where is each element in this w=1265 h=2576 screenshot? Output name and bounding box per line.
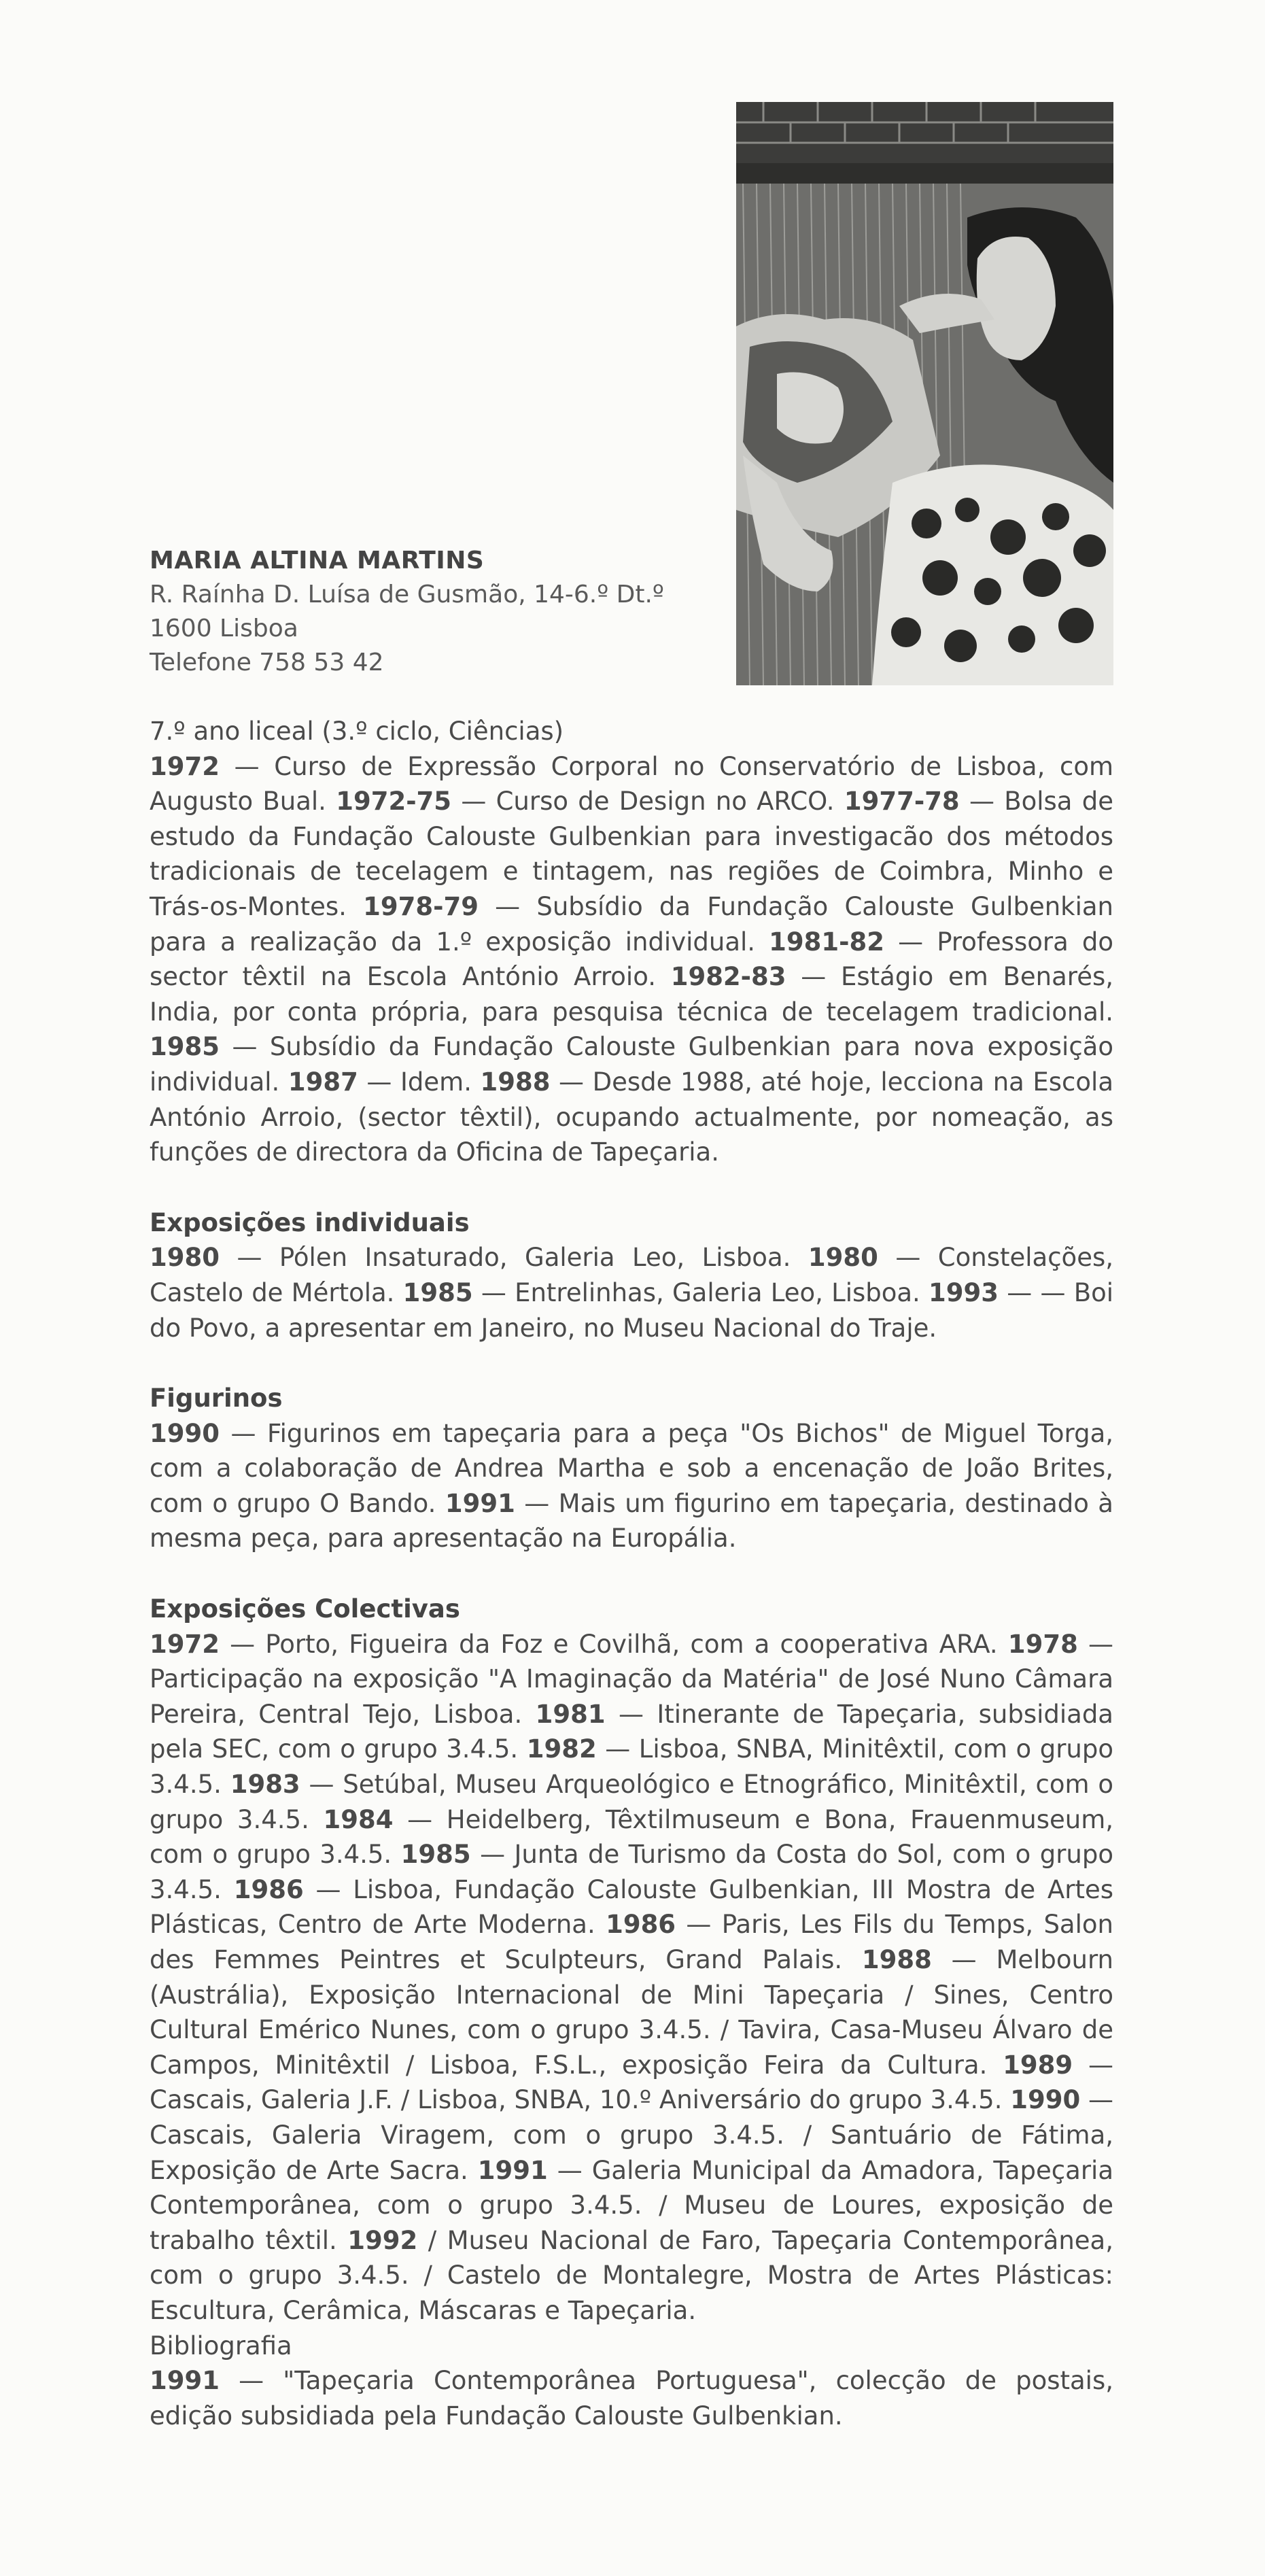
address-line: R. Raínha D. Luísa de Gusmão, 14-6.º Dt.º bbox=[150, 581, 664, 608]
postal-line: 1600 Lisboa bbox=[150, 615, 298, 642]
entry-year: 1981-82 bbox=[769, 927, 884, 957]
education-text: 7.º ano liceal (3.º ciclo, Ciências) bbox=[150, 717, 564, 746]
entry-text: — Cascais, Galeria J.F. / Lisboa, SNBA, 10.º Aniversário do grupo 3.4.5. bbox=[150, 2050, 1113, 2115]
entry-text: / Museu Nacional de Faro, Tapeçaria Contemporânea, com o grupo 3.4.5. / Castelo de Montalegre, Mostra de Artes Plásticas: Escultura, Cerâmica, Máscaras e Tapeçaria. bbox=[150, 2225, 1113, 2325]
entry-text: — Melbourn (Austrália), Exposição Internacional de Mini Tapeçaria / Sines, Centro Cultural Emérico Nunes, com o grupo 3.4.5. / Tavira, Casa-Museu Álvaro de Campos, Minitêxtil / Lisboa, F.S.L., exposição Feira da Cultura. bbox=[150, 1945, 1114, 2080]
education-line bbox=[150, 714, 1113, 749]
entry-text: — Figurinos em tapeçaria para a peça "Os Bichos" de Miguel Torga, com a colaboração de Andrea Martha e sob a encenação de João Brites, com o grupo O Bando. bbox=[150, 1418, 1113, 1518]
entry-year: 1993 bbox=[929, 1277, 999, 1307]
entry-text: — Subsídio da Fundação Calouste Gulbenkian para a realização da 1.º exposição individual. bbox=[150, 891, 1113, 957]
entry-text: — Curso de Design no ARCO. bbox=[451, 787, 844, 817]
entry-text: — Paris, Les Fils du Temps, Salon des Femmes Peintres et Sculpteurs, Grand Palais. bbox=[150, 1910, 1113, 1974]
entry-text: — Junta de Turismo da Costa do Sol, com o grupo 3.4.5. bbox=[150, 1840, 1113, 1904]
entry-year: 1990 bbox=[150, 1418, 220, 1448]
entry-year: 1980 bbox=[808, 1243, 878, 1273]
entry-text: — Constelações, Castelo de Mértola. bbox=[150, 1243, 1113, 1307]
entry-text: — Entrelinhas, Galeria Leo, Lisboa. bbox=[472, 1277, 929, 1307]
entry-text: — Subsídio da Fundação Calouste Gulbenkian para nova exposição individual. bbox=[150, 1032, 1113, 1097]
entry-year: 1985 bbox=[402, 1277, 473, 1307]
entry-text: — Participação na exposição "A Imaginação da Matéria" de José Nuno Câmara Pereira, Central Tejo, Lisboa. bbox=[150, 1629, 1114, 1729]
entry-text: — Itinerante de Tapeçaria, subsidiada pela SEC, com o grupo 3.4.5. bbox=[150, 1699, 1113, 1764]
entry-year: 1972 bbox=[150, 751, 220, 781]
artist-photo-illustration bbox=[736, 102, 1113, 685]
group-exhibitions-paragraph bbox=[150, 1627, 1113, 2329]
entry-year: 1982-83 bbox=[670, 962, 786, 992]
entry-year: 1988 bbox=[480, 1067, 551, 1097]
section-title-bibliography: Bibliografia bbox=[150, 2331, 292, 2360]
entry-text: — — Boi do Povo, a apresentar em Janeiro, no Museu Nacional do Traje. bbox=[150, 1277, 1113, 1343]
entry-year: 1984 bbox=[323, 1804, 394, 1834]
entry-year: 1987 bbox=[288, 1067, 358, 1097]
entry-year: 1989 bbox=[1003, 2050, 1073, 2080]
entry-year: 1985 bbox=[400, 1840, 471, 1870]
entry-text: — Lisboa, Fundação Calouste Gulbenkian, III Mostra de Artes Plásticas, Centro de Arte Moderna. bbox=[150, 1874, 1113, 1940]
entry-text: — Desde 1988, até hoje, lecciona na Escola António Arroio, (sector têxtil), ocupando actualmente, por nomeação, as funções de directora da Oficina de Tapeçaria. bbox=[150, 1067, 1113, 1167]
section-title-costumes: Figurinos bbox=[150, 1384, 283, 1413]
entry-year: 1988 bbox=[861, 1945, 932, 1974]
bibliography-paragraph bbox=[150, 2363, 1113, 2433]
entry-text: — Curso de Expressão Corporal no Conservatório de Lisboa, com Augusto Bual. bbox=[150, 751, 1113, 817]
biography-body bbox=[150, 714, 1113, 2433]
entry-text: — Porto, Figueira da Foz e Covilhã, com a cooperativa ARA. bbox=[219, 1629, 1008, 1659]
costumes-paragraph bbox=[150, 1416, 1113, 1556]
entry-year: 1978 bbox=[1007, 1629, 1078, 1659]
entry-year: 1977-78 bbox=[844, 787, 960, 817]
entry-text: — "Tapeçaria Contemporânea Portuguesa", colecção de postais, edição subsidiada pela Fundação Calouste Gulbenkian. bbox=[150, 2366, 1113, 2431]
entry-year: 1992 bbox=[347, 2225, 418, 2255]
entry-year: 1982 bbox=[526, 1734, 597, 1764]
entry-year: 1978-79 bbox=[363, 891, 479, 921]
entry-text: — Lisboa, SNBA, Minitêxtil, com o grupo 3.4.5. bbox=[150, 1734, 1113, 1800]
entry-year: 1983 bbox=[230, 1770, 300, 1800]
entry-year: 1986 bbox=[606, 1910, 676, 1940]
individual-exhibitions-paragraph bbox=[150, 1240, 1113, 1345]
entry-year: 1990 bbox=[1010, 2085, 1081, 2115]
biography-paragraph bbox=[150, 749, 1113, 1170]
artist-photo bbox=[736, 102, 1113, 685]
entry-year: 1981 bbox=[535, 1699, 606, 1729]
contact-block bbox=[150, 544, 707, 680]
entry-text: — Bolsa de estudo da Fundação Calouste Gulbenkian para investigacão dos métodos tradicionais de tecelagem e tintagem, nas regiões de Coimbra, Minho e Trás-os-Montes. bbox=[150, 787, 1113, 921]
section-title-individual-exhibitions: Exposições individuais bbox=[150, 1207, 470, 1237]
phone-line: Telefone 758 53 42 bbox=[150, 649, 384, 676]
entry-text: — Cascais, Galeria Viragem, com o grupo 3.4.5. / Santuário de Fátima, Exposição de Arte Sacra. bbox=[150, 2085, 1113, 2185]
entry-text: — Professora do sector têxtil na Escola António Arroio. bbox=[150, 927, 1113, 992]
entry-year: 1985 bbox=[150, 1032, 220, 1062]
entry-year: 1991 bbox=[445, 1488, 515, 1518]
entry-text: — Pólen Insaturado, Galeria Leo, Lisboa. bbox=[219, 1243, 808, 1273]
section-title-group-exhibitions: Exposições Colectivas bbox=[150, 1594, 460, 1624]
entry-text: — Setúbal, Museu Arqueológico e Etnográfico, Minitêxtil, com o grupo 3.4.5. bbox=[150, 1770, 1114, 1834]
entry-text: — Mais um figurino em tapeçaria, destinado à mesma peça, para apresentação na Europália. bbox=[150, 1488, 1113, 1553]
artist-name: MARIA ALTINA MARTINS bbox=[150, 547, 485, 574]
entry-text: — Estágio em Benarés, India, por conta própria, para pesquisa técnica de tecelagem tradicional. bbox=[150, 962, 1114, 1027]
entry-text: — Idem. bbox=[358, 1067, 481, 1097]
entry-year: 1980 bbox=[150, 1243, 220, 1273]
entry-year: 1986 bbox=[233, 1874, 304, 1904]
entry-text: — Heidelberg, Têxtilmuseum e Bona, Frauenmuseum, com o grupo 3.4.5. bbox=[150, 1804, 1113, 1870]
entry-text: — Galeria Municipal da Amadora, Tapeçaria Contemporânea, com o grupo 3.4.5. / Museu de Loures, exposição de trabalho têxtil. bbox=[150, 2155, 1113, 2255]
entry-year: 1972 bbox=[150, 1629, 220, 1659]
entry-year: 1991 bbox=[150, 2366, 220, 2396]
entry-year: 1991 bbox=[477, 2155, 548, 2185]
entry-year: 1972-75 bbox=[336, 787, 452, 817]
